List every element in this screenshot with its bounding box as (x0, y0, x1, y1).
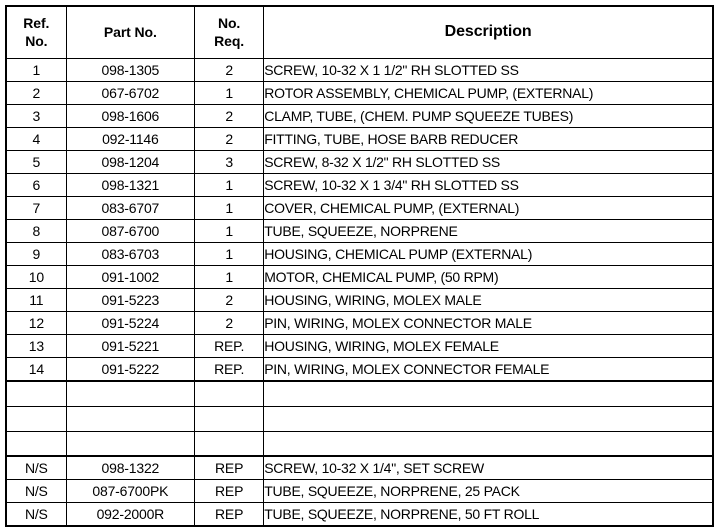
cell-no-req: REP (195, 503, 264, 527)
cell-part-no: 083-6707 (66, 197, 194, 220)
cell-part-no: 091-5221 (66, 335, 194, 358)
table-row (6, 197, 713, 220)
table-row (6, 243, 713, 266)
cell-no-req: 1 (195, 174, 264, 197)
column-header-ref-no-line2: No. (25, 32, 48, 49)
cell-description: PIN, WIRING, MOLEX CONNECTOR MALE (264, 312, 713, 335)
cell-ref-no: 10 (6, 266, 66, 289)
column-header-part-no: Part No. (66, 6, 194, 59)
cell-part-no: 092-2000R (66, 503, 194, 527)
cell-ref-no: 3 (6, 105, 66, 128)
cell-description: HOUSING, CHEMICAL PUMP (EXTERNAL) (264, 243, 713, 266)
cell-no-req (195, 432, 264, 457)
cell-part-no: 091-5222 (66, 358, 194, 382)
cell-part-no: 098-1204 (66, 151, 194, 174)
cell-description: HOUSING, WIRING, MOLEX FEMALE (264, 335, 713, 358)
cell-ref-no: 12 (6, 312, 66, 335)
parts-list-table (5, 5, 714, 527)
cell-ref-no: 9 (6, 243, 66, 266)
cell-part-no: 098-1321 (66, 174, 194, 197)
cell-no-req: 2 (195, 312, 264, 335)
table-row (6, 289, 713, 312)
cell-part-no: 098-1305 (66, 59, 194, 82)
cell-part-no: 098-1322 (66, 456, 194, 480)
cell-no-req: 2 (195, 128, 264, 151)
cell-ref-no: 1 (6, 59, 66, 82)
table-row (6, 335, 713, 358)
cell-description: COVER, CHEMICAL PUMP, (EXTERNAL) (264, 197, 713, 220)
table-row (6, 59, 713, 82)
table-row (6, 128, 713, 151)
cell-ref-no: 5 (6, 151, 66, 174)
cell-ref-no: 4 (6, 128, 66, 151)
cell-ref-no: 13 (6, 335, 66, 358)
cell-no-req: REP (195, 480, 264, 503)
cell-no-req: REP (195, 456, 264, 480)
cell-description: TUBE, SQUEEZE, NORPRENE, 25 PACK (264, 480, 713, 503)
cell-description (264, 432, 713, 457)
table-row (6, 82, 713, 105)
column-header-description: Description (264, 6, 713, 59)
cell-no-req (195, 381, 264, 407)
table-row (6, 220, 713, 243)
cell-ref-no: 14 (6, 358, 66, 382)
cell-no-req: REP. (195, 358, 264, 382)
cell-no-req: 1 (195, 266, 264, 289)
table-row (6, 381, 713, 407)
cell-description: PIN, WIRING, MOLEX CONNECTOR FEMALE (264, 358, 713, 382)
cell-part-no: 092-1146 (66, 128, 194, 151)
cell-no-req: 2 (195, 59, 264, 82)
table-row (6, 105, 713, 128)
cell-part-no: 087-6700PK (66, 480, 194, 503)
cell-no-req: 3 (195, 151, 264, 174)
cell-ref-no: 8 (6, 220, 66, 243)
cell-description: SCREW, 10-32 X 1 1/2" RH SLOTTED SS (264, 59, 713, 82)
cell-part-no: 067-6702 (66, 82, 194, 105)
cell-no-req (195, 407, 264, 432)
cell-part-no (66, 432, 194, 457)
table-row (6, 407, 713, 432)
cell-ref-no (6, 407, 66, 432)
cell-description: MOTOR, CHEMICAL PUMP, (50 RPM) (264, 266, 713, 289)
cell-no-req: 1 (195, 197, 264, 220)
cell-ref-no: N/S (6, 456, 66, 480)
cell-no-req: 2 (195, 105, 264, 128)
table-header-row (6, 6, 713, 59)
table-row (6, 358, 713, 382)
cell-no-req: REP. (195, 335, 264, 358)
table-row (6, 480, 713, 503)
cell-no-req: 1 (195, 82, 264, 105)
table-row (6, 503, 713, 527)
cell-description: FITTING, TUBE, HOSE BARB REDUCER (264, 128, 713, 151)
cell-description: TUBE, SQUEEZE, NORPRENE (264, 220, 713, 243)
table-row (6, 174, 713, 197)
table-row (6, 456, 713, 480)
table-row (6, 312, 713, 335)
cell-no-req: 1 (195, 220, 264, 243)
cell-part-no: 091-1002 (66, 266, 194, 289)
parts-list-table-container (5, 5, 714, 527)
cell-description: SCREW, 8-32 X 1/2" RH SLOTTED SS (264, 151, 713, 174)
cell-no-req: 1 (195, 243, 264, 266)
column-header-no-req-line1: No. (217, 15, 241, 32)
cell-description: TUBE, SQUEEZE, NORPRENE, 50 FT ROLL (264, 503, 713, 527)
cell-description: HOUSING, WIRING, MOLEX MALE (264, 289, 713, 312)
column-header-no-req (195, 6, 264, 59)
table-row (6, 151, 713, 174)
column-header-ref-no-line1: Ref. (23, 15, 50, 32)
cell-ref-no: 11 (6, 289, 66, 312)
column-header-no-req-line2: Req. (214, 32, 245, 49)
cell-description (264, 381, 713, 407)
cell-description: CLAMP, TUBE, (CHEM. PUMP SQUEEZE TUBES) (264, 105, 713, 128)
cell-description (264, 407, 713, 432)
cell-description: ROTOR ASSEMBLY, CHEMICAL PUMP, (EXTERNAL) (264, 82, 713, 105)
cell-ref-no: N/S (6, 480, 66, 503)
cell-description: SCREW, 10-32 X 1/4", SET SCREW (264, 456, 713, 480)
cell-ref-no: N/S (6, 503, 66, 527)
table-header (6, 6, 713, 59)
cell-part-no (66, 407, 194, 432)
cell-part-no: 091-5224 (66, 312, 194, 335)
column-header-ref-no (6, 6, 66, 59)
table-row (6, 432, 713, 457)
table-row (6, 266, 713, 289)
cell-ref-no (6, 432, 66, 457)
cell-part-no: 083-6703 (66, 243, 194, 266)
cell-ref-no: 2 (6, 82, 66, 105)
cell-description: SCREW, 10-32 X 1 3/4" RH SLOTTED SS (264, 174, 713, 197)
cell-part-no: 098-1606 (66, 105, 194, 128)
cell-ref-no: 6 (6, 174, 66, 197)
cell-no-req: 2 (195, 289, 264, 312)
cell-part-no (66, 381, 194, 407)
cell-part-no: 091-5223 (66, 289, 194, 312)
cell-part-no: 087-6700 (66, 220, 194, 243)
cell-ref-no: 7 (6, 197, 66, 220)
cell-ref-no (6, 381, 66, 407)
table-body (6, 59, 713, 527)
